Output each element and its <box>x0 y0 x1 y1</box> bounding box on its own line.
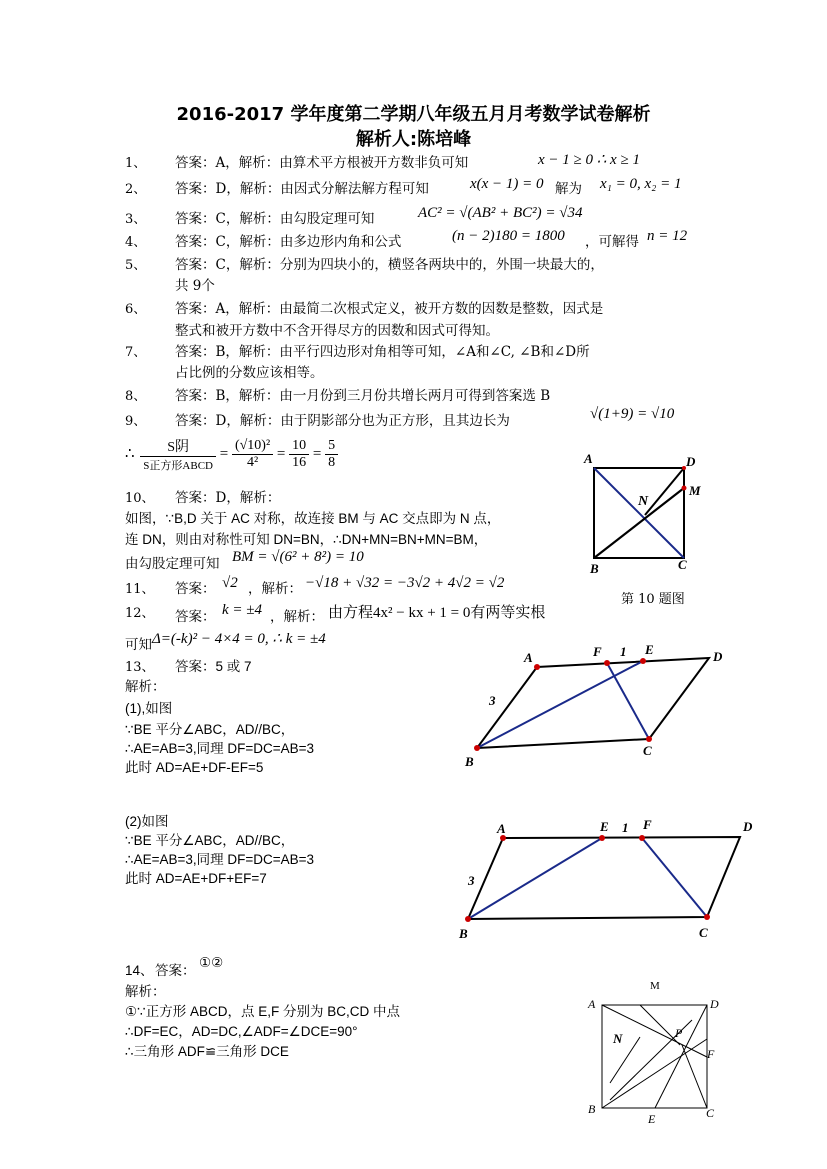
fraction-denominator: 16 <box>292 455 307 470</box>
item-number: 8、 <box>125 389 147 404</box>
fraction-numerator: 5 <box>325 438 338 455</box>
therefore-symbol: ∴ <box>125 445 135 462</box>
label-a: A <box>588 997 596 1011</box>
segment-mp <box>640 1005 680 1045</box>
item-text: 答案：A，解析：由最简二次根式定义，被开方数的因数是整数，因式是 <box>175 301 604 317</box>
label-b: B <box>588 1102 596 1116</box>
label-e: E <box>648 1112 656 1126</box>
fraction-numerator: 10 <box>289 438 309 455</box>
q14-answer-value: ①② <box>199 955 224 970</box>
item-text: 答案：C，解析：由勾股定理可知 <box>175 211 375 227</box>
segment-be <box>468 838 602 919</box>
fraction-denominator: 4² <box>246 455 259 470</box>
point-f <box>639 835 645 841</box>
label-c: C <box>706 1106 715 1120</box>
q14-line: ∴三角形 ADF≌三角形 DCE <box>125 1044 289 1059</box>
item-text: 答案：B，解析：由平行四边形对角相等可知，∠A和∠C, ∠B和∠D所 <box>175 344 590 360</box>
label-b: B <box>590 561 599 576</box>
q13-line: (2)如图 <box>125 814 169 829</box>
label-e: E <box>600 819 609 834</box>
label-c: C <box>699 925 708 940</box>
q13-line: ∵BE 平分∠ABC，AD//BC， <box>125 722 295 737</box>
item-text: 共 9个 <box>175 278 215 294</box>
item-text: ，可解得 <box>585 234 639 250</box>
q11-math: −√18 + √32 = −3√2 + 4√2 = √2 <box>305 575 505 591</box>
q10-line: 连 DN，则由对称性可知 DN=BN，∴DN+MN=BN+MN=BM， <box>125 532 488 547</box>
item-math: x₁ = 0, x₂ = 1 <box>600 176 682 192</box>
figure-14 <box>580 975 730 1135</box>
q10-line: 由勾股定理可知 <box>125 556 220 571</box>
label-d: D <box>686 454 696 469</box>
segment-pc <box>682 1045 707 1108</box>
item-text: 答案：D，解析：由因式分解法解方程可知 <box>175 181 429 197</box>
q9-formula: ∴ $\frac{\text{S阴}}{\text{S正方形ABCD}}$ = $\frac{\text{(√10)²}}{\text{4²}}$ = $\frac{10}{16}$ = $\frac{5}{8}$ <box>125 436 338 473</box>
item-text: 解为 <box>555 181 582 197</box>
q12-math: 由方程4x² − kx + 1 = 0有两等实根 <box>328 605 546 621</box>
figure-13-1 <box>460 640 740 770</box>
point-c <box>646 736 652 742</box>
item-text: 整式和被开方数中不含开得尽方的因数和因式可得知。 <box>175 323 499 339</box>
q13-line: 此时 AD=AE+DF-EF=5 <box>125 760 264 775</box>
label-a: A <box>524 650 533 665</box>
item-number: 5、 <box>125 258 147 273</box>
item-number: 12、 <box>125 606 155 621</box>
label-e: E <box>645 642 654 657</box>
point-f <box>604 660 610 666</box>
label-m: M <box>650 980 660 992</box>
q13-line: 此时 AD=AE+DF+EF=7 <box>125 871 267 886</box>
point-b <box>465 916 471 922</box>
item-text: 占比例的分数应该相等。 <box>175 365 324 381</box>
item-math: AC² = √(AB² + BC²) = √34 <box>418 205 583 221</box>
segment-bp <box>602 1039 707 1108</box>
item-text: 答案：C，解析：由多边形内角和公式 <box>175 234 402 250</box>
q10-line: 如图，∵B,D 关于 AC 对称，故连接 BM 与 AC 交点即为 N 点， <box>125 511 501 526</box>
page-author: 解析人:陈培峰 <box>355 129 472 150</box>
item-number: 13、 <box>125 660 155 675</box>
q11-answer-math: √2 <box>222 575 238 591</box>
q14-answer: 答案： <box>155 963 196 978</box>
q12-line2-prefix: 可知 <box>125 637 152 652</box>
figure-caption: 第 10 题图 <box>621 592 685 607</box>
label-a: A <box>584 451 593 466</box>
q14-line: ①∵正方形 ABCD，点 E,F 分别为 BC,CD 中点 <box>125 1004 400 1019</box>
point-e <box>640 658 646 664</box>
q13-line: (1),如图 <box>125 701 173 716</box>
label-one: 1 <box>620 644 627 659</box>
q13-analysis-label: 解析： <box>125 679 166 694</box>
q10-answer: 答案：D，解析： <box>175 490 281 506</box>
item-number: 11、 <box>125 582 155 597</box>
item-text: 答案：B，解析：由一月份到三月份共增长两月可得到答案选 B <box>175 388 551 404</box>
segment-be <box>477 661 643 748</box>
segment-cf <box>607 663 649 739</box>
item-number: 4、 <box>125 235 147 250</box>
label-m: M <box>689 483 701 498</box>
label-three: 3 <box>489 693 496 708</box>
parallelogram-abcd <box>477 658 709 748</box>
q13-line: ∴AE=AB=3,同理 DF=DC=AB=3 <box>125 741 315 756</box>
point-m <box>682 486 687 491</box>
label-d: D <box>713 649 723 664</box>
item-number: 3、 <box>125 212 147 227</box>
label-n: N <box>613 1031 623 1046</box>
label-b: B <box>459 926 468 941</box>
item-number: 14、 <box>125 963 154 978</box>
label-f: F <box>707 1047 715 1061</box>
label-p: P <box>675 1026 683 1040</box>
label-d: D <box>710 997 719 1011</box>
point-b <box>474 745 480 751</box>
q10-math: BM = √(6² + 8²) = 10 <box>232 549 364 565</box>
fraction-numerator: (√10)² <box>232 438 273 455</box>
diagonal-ac <box>594 468 684 558</box>
label-f: F <box>643 817 652 832</box>
q11-answer: 答案： <box>175 581 216 596</box>
label-d: D <box>743 819 753 834</box>
q13-answer: 答案：5 或 7 <box>175 659 252 674</box>
item-number: 2、 <box>125 182 147 197</box>
label-c: C <box>643 743 652 758</box>
page-title: 2016-2017 学年度第二学期八年级五月月考数学试卷解析 <box>176 104 651 125</box>
item-text: 答案：D，解析：由于阴影部分也为正方形，且其边长为 <box>175 413 510 429</box>
label-c: C <box>678 557 687 572</box>
item-text: 答案：C，解析：分别为四块小的，横竖各两块中的，外围一块最大的， <box>175 257 604 273</box>
figure-10 <box>570 445 710 585</box>
q14-line: ∴DF=EC，AD=DC,∠ADF=∠DCE=90° <box>125 1024 358 1039</box>
q12-line2-math: Δ=(-k)² − 4×4 = 0, ∴ k = ±4 <box>152 631 326 647</box>
item-number: 10、 <box>125 491 155 506</box>
item-number: 1、 <box>125 156 147 171</box>
label-a: A <box>497 821 506 836</box>
q12-answer-math: k = ±4 <box>222 602 263 618</box>
q14-analysis-label: 解析： <box>125 984 166 999</box>
fraction-denominator: S正方形ABCD <box>143 460 213 472</box>
point-a <box>534 664 540 670</box>
fraction-numerator: S阴 <box>140 436 216 457</box>
figure-13-2 <box>455 815 765 945</box>
item-number: 9、 <box>125 414 147 429</box>
item-number: 7、 <box>125 345 147 360</box>
label-f: F <box>593 644 602 659</box>
item-number: 6、 <box>125 302 147 317</box>
item-text: 答案：A，解析：由算术平方根被开方数非负可知 <box>175 155 469 171</box>
item-math: (n − 2)180 = 1800 <box>452 228 565 244</box>
point-c <box>704 914 710 920</box>
fraction-denominator: 8 <box>328 455 336 470</box>
item-math: x(x − 1) = 0 <box>470 176 544 192</box>
q12-text: ，解析： <box>270 609 324 624</box>
label-three: 3 <box>468 873 475 888</box>
segment-cf <box>642 838 707 917</box>
label-one: 1 <box>622 820 629 835</box>
item-math: n = 12 <box>647 228 688 244</box>
q11-text: ，解析： <box>248 581 302 596</box>
point-e <box>599 835 605 841</box>
label-n: N <box>638 494 649 509</box>
item-math: √(1+9) = √10 <box>590 406 675 422</box>
q12-answer: 答案： <box>175 609 216 624</box>
q13-line: ∵BE 平分∠ABC，AD//BC， <box>125 833 295 848</box>
label-b: B <box>465 754 474 769</box>
item-math: x − 1 ≥ 0 ∴ x ≥ 1 <box>538 152 640 168</box>
q13-line: ∴AE=AB=3,同理 DF=DC=AB=3 <box>125 852 315 867</box>
